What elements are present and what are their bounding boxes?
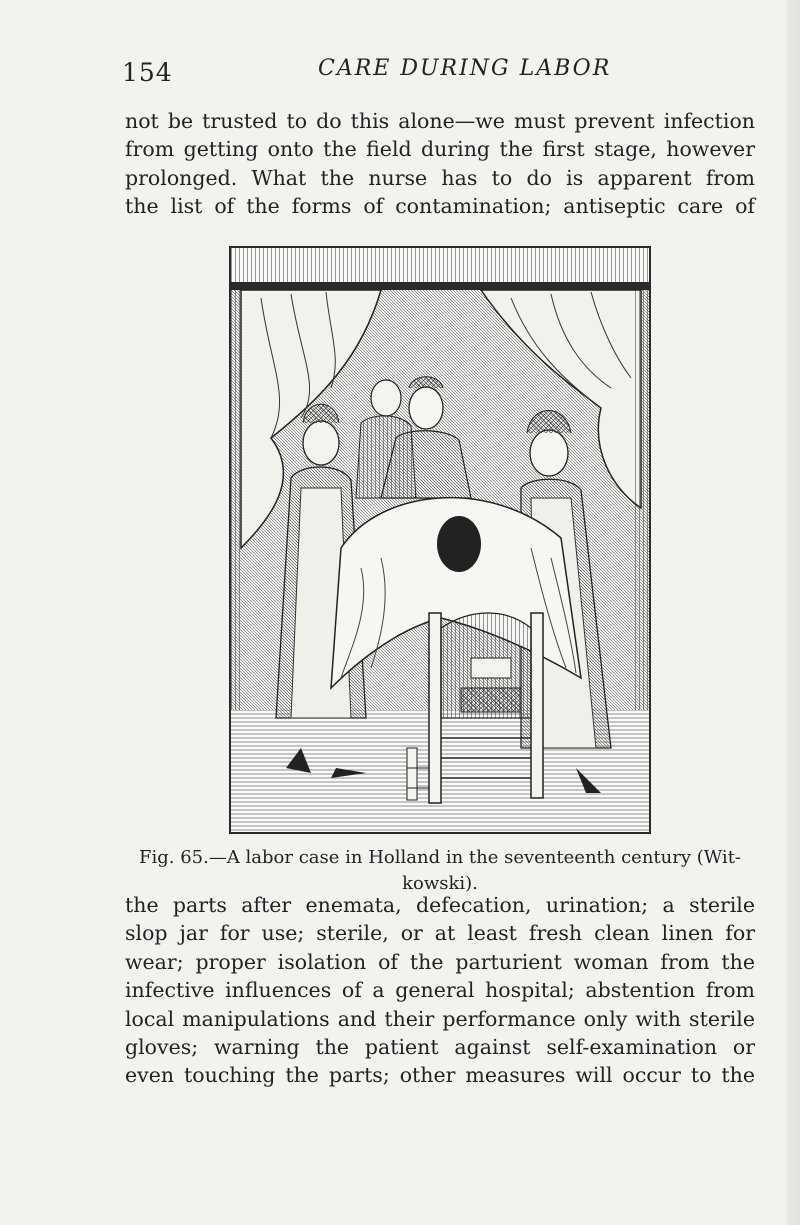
caption-line: Fig. 65.—A labor case in Holland in the seventeenth century (Wit- [138, 847, 742, 868]
text-line: infective influences of a general hospital; abstention from [125, 978, 755, 1003]
text-line: wear; proper isolation of the parturient woman from the [125, 949, 755, 974]
paragraph-2 [125, 891, 755, 1090]
text-line: gloves; warning the patient against self-examination or [125, 1035, 755, 1060]
bed-valance [231, 248, 649, 282]
birthing-chair-left-post [429, 613, 441, 803]
midwife-head [437, 516, 481, 572]
text-line: the parts after enemata, defecation, urination; a sterile [125, 893, 755, 917]
left-woman-head [303, 421, 339, 465]
text-line: the list of the forms of contamination; antiseptic care of [125, 194, 755, 219]
page-edge [786, 0, 800, 1225]
running-head: CARE DURING LABOR [318, 56, 612, 81]
text-line: even touching the parts; other measures will occur to the [125, 1063, 755, 1088]
right-woman-head [530, 430, 568, 476]
center-woman-head [409, 387, 443, 429]
text-line: local manipulations and their performance only with sterile [125, 1006, 755, 1031]
page-number: 154 [122, 58, 173, 87]
text-line: not be trusted to do this alone—we must prevent infection [125, 109, 755, 133]
text-line: prolonged. What the nurse has to do is apparent from [125, 165, 755, 190]
text-line: from getting onto the field during the first stage, however [125, 137, 755, 162]
paragraph-1 [125, 107, 755, 221]
figure-caption [125, 845, 755, 897]
engraving-illustration [231, 248, 649, 832]
caption-line: kowski). [402, 873, 478, 894]
figure-illustration [229, 246, 651, 834]
birthing-chair-right-post [531, 613, 543, 798]
text-line: slop jar for use; sterile, or at least fresh clean linen for [125, 921, 755, 946]
page-header [0, 56, 800, 92]
